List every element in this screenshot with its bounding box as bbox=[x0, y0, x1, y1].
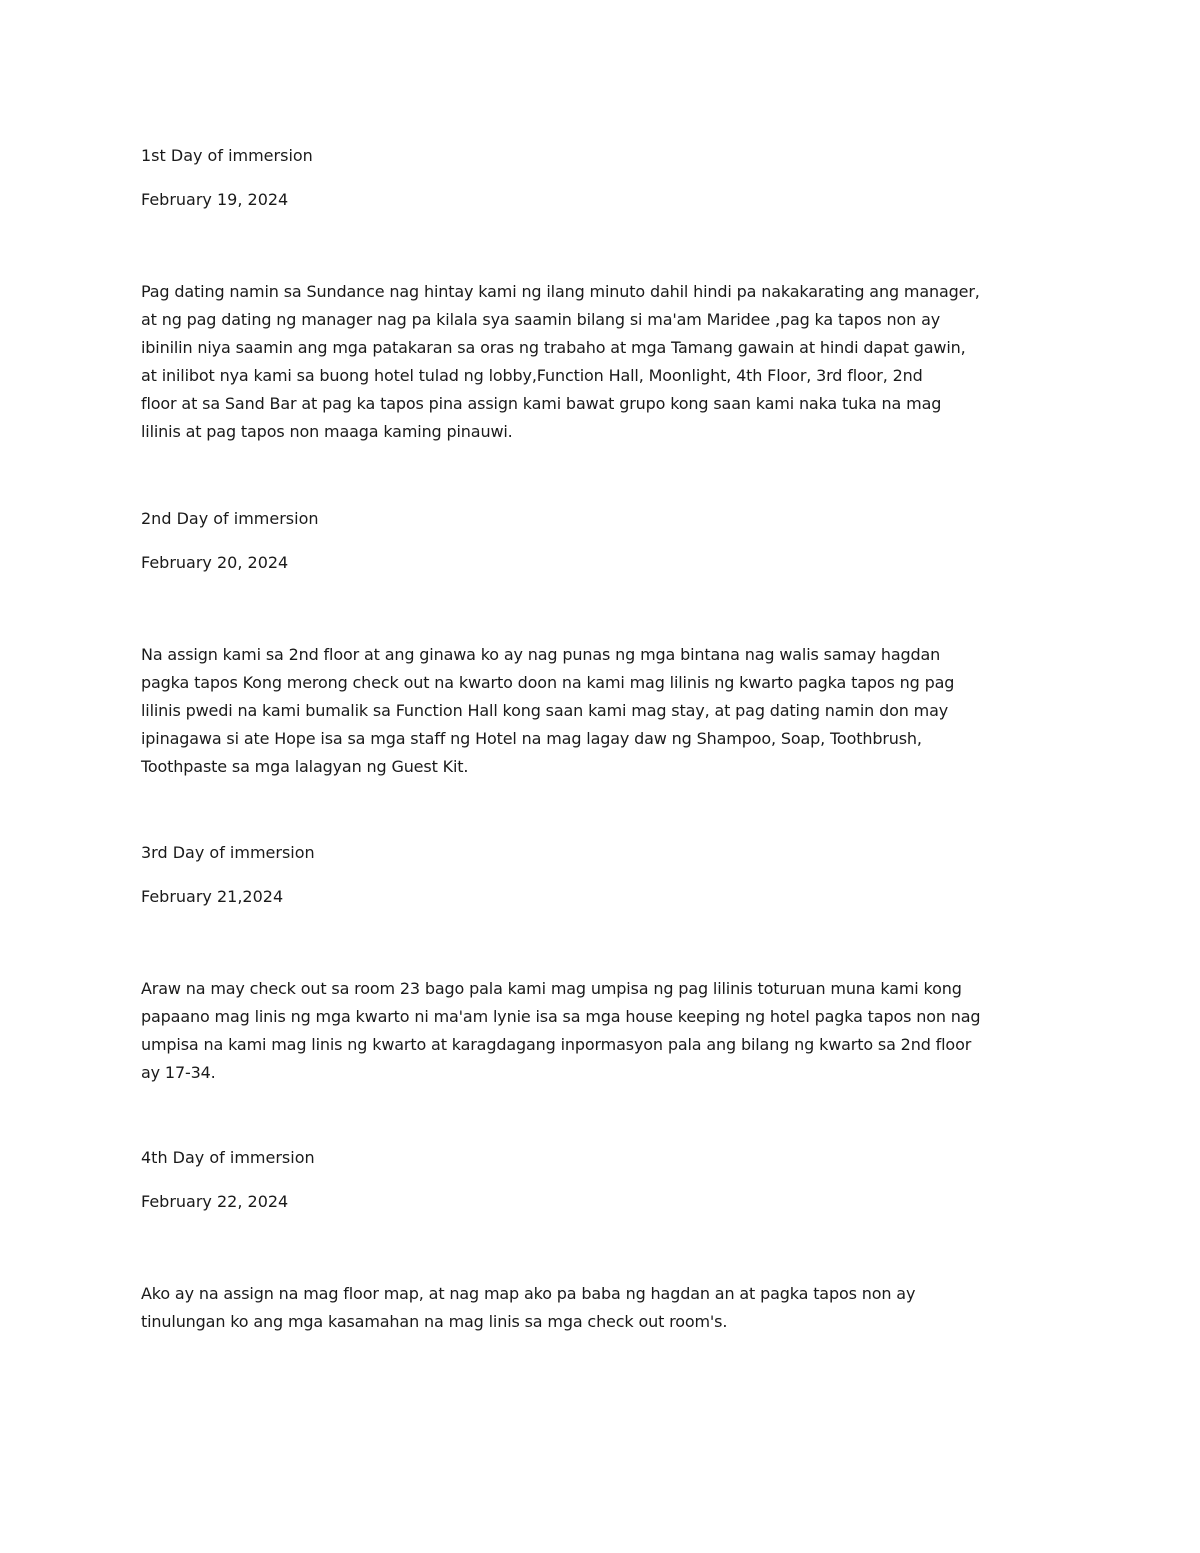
body-line: papaano mag linis ng mga kwarto ni ma'am lynie isa sa mga house keeping ng hotel pagka tapos non nag bbox=[141, 1007, 981, 1026]
body-line: floor at sa Sand Bar at pag ka tapos pina assign kami bawat grupo kong saan kami naka tuka na mag bbox=[141, 394, 942, 413]
body-line: umpisa na kami mag linis ng kwarto at karagdagang inpormasyon pala ang bilang ng kwarto sa 2nd floor bbox=[141, 1035, 972, 1054]
entry-heading: 4th Day of immersion bbox=[141, 1148, 315, 1167]
journal-entry-day-1 bbox=[141, 146, 1071, 446]
entry-body bbox=[141, 641, 1071, 781]
body-line: pagka tapos Kong merong check out na kwarto doon na kami mag lilinis ng kwarto pagka tapos ng pag bbox=[141, 673, 955, 692]
body-line: Toothpaste sa mga lalagyan ng Guest Kit. bbox=[141, 757, 469, 776]
body-line: at inilibot nya kami sa buong hotel tulad ng lobby,Function Hall, Moonlight, 4th Floor, 3rd floor, 2nd bbox=[141, 366, 923, 385]
body-line: Pag dating namin sa Sundance nag hintay kami ng ilang minuto dahil hindi pa nakakarating ang manager, bbox=[141, 282, 980, 301]
body-line: ibinilin niya saamin ang mga patakaran sa oras ng trabaho at mga Tamang gawain at hindi dapat gawin, bbox=[141, 338, 966, 357]
body-line: at ng pag dating ng manager nag pa kilala sya saamin bilang si ma'am Maridee ,pag ka tapos non ay bbox=[141, 310, 941, 329]
body-line: ay 17-34. bbox=[141, 1063, 216, 1082]
body-line: lilinis at pag tapos non maaga kaming pinauwi. bbox=[141, 422, 513, 441]
entry-date: February 22, 2024 bbox=[141, 1192, 289, 1211]
body-line: ipinagawa si ate Hope isa sa mga staff ng Hotel na mag lagay daw ng Shampoo, Soap, Toothbrush, bbox=[141, 729, 922, 748]
journal-entry-day-4 bbox=[141, 1148, 1071, 1336]
body-line: Na assign kami sa 2nd floor at ang ginawa ko ay nag punas ng mga bintana nag walis samay hagdan bbox=[141, 645, 941, 664]
body-line: lilinis pwedi na kami bumalik sa Function Hall kong saan kami mag stay, at pag dating namin don may bbox=[141, 701, 949, 720]
journal-entry-day-2 bbox=[141, 509, 1071, 781]
journal-entry-day-3 bbox=[141, 843, 1071, 1087]
entry-heading: 3rd Day of immersion bbox=[141, 843, 315, 862]
entry-heading: 1st Day of immersion bbox=[141, 146, 313, 165]
entry-body bbox=[141, 278, 1071, 446]
body-line: tinulungan ko ang mga kasamahan na mag linis sa mga check out room's. bbox=[141, 1312, 728, 1331]
entry-date: February 19, 2024 bbox=[141, 190, 289, 209]
entry-date: February 20, 2024 bbox=[141, 553, 289, 572]
entry-body bbox=[141, 975, 1071, 1087]
entry-date: February 21,2024 bbox=[141, 887, 284, 906]
body-line: Araw na may check out sa room 23 bago pala kami mag umpisa ng pag lilinis toturuan muna kami kong bbox=[141, 979, 962, 998]
entry-body bbox=[141, 1280, 1071, 1336]
entry-heading: 2nd Day of immersion bbox=[141, 509, 319, 528]
body-line: Ako ay na assign na mag floor map, at nag map ako pa baba ng hagdan an at pagka tapos non ay bbox=[141, 1284, 916, 1303]
